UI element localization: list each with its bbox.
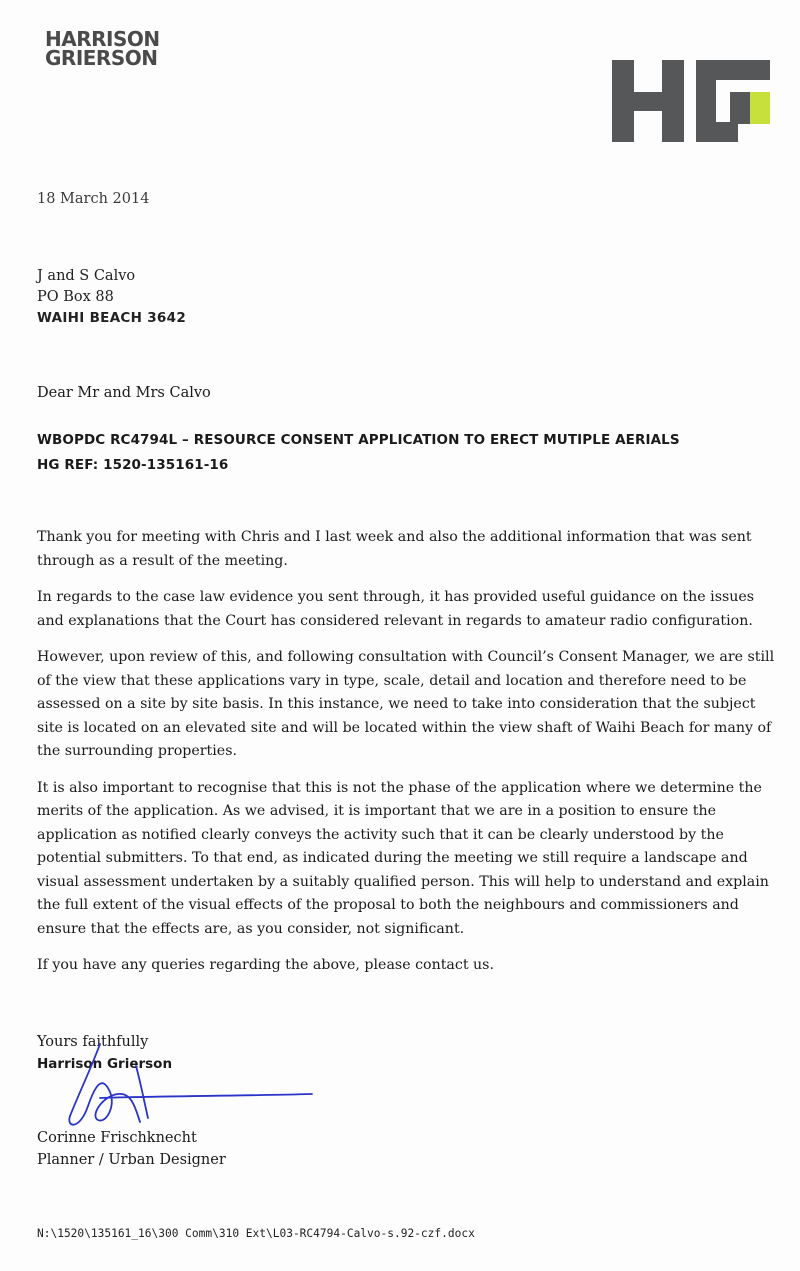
signer-block xyxy=(37,1127,226,1171)
recipient-name: J and S Calvo xyxy=(37,268,136,284)
closing-phrase: Yours faithfully xyxy=(37,1034,149,1050)
subject-line-1: WBOPDC RC4794L – RESOURCE CONSENT APPLICATION TO ERECT MUTIPLE AERIALS xyxy=(37,432,680,448)
company-wordmark xyxy=(45,27,160,70)
logo-h-right-stem xyxy=(662,60,684,142)
recipient-po-box: PO Box 88 xyxy=(37,289,114,305)
letter-date: 18 March 2014 xyxy=(37,191,150,207)
body-paragraph: In regards to the case law evidence you sent through, it has provided useful guidance on the issues and explanations that the Court has considered relevant in regards to amateur radio configuration. xyxy=(37,589,755,629)
signer-name: Corinne Frischknecht xyxy=(37,1130,197,1146)
body-paragraph: If you have any queries regarding the above, please contact us. xyxy=(37,957,494,973)
letter-body xyxy=(37,526,777,991)
firm-name: Harrison Grierson xyxy=(37,1056,173,1072)
wordmark-line-1: HARRISON xyxy=(45,27,160,51)
signer-title: Planner / Urban Designer xyxy=(37,1152,226,1168)
hg-logo-icon xyxy=(610,58,772,144)
body-paragraph: However, upon review of this, and following consultation with Council’s Consent Manager, we are still of the view that these applications vary in type, scale, detail and location and therefore need to be assessed on a site by site basis. In this instance, we need to take into consideration that the subject site is located on an elevated site and will be located within the view shaft of Waihi Beach for many of the surrounding properties. xyxy=(37,649,775,759)
recipient-address xyxy=(37,266,186,329)
document-file-path: N:\1520\135161_16\300 Comm\310 Ext\L03-RC4794-Calvo-s.92-czf.docx xyxy=(37,1227,475,1240)
body-paragraph: Thank you for meeting with Chris and I last week and also the additional information that was sent through as a result of the meeting. xyxy=(37,529,752,569)
logo-g-bar xyxy=(730,92,750,124)
body-paragraph: It is also important to recognise that this is not the phase of the application where we determine the merits of the application. As we advised, it is important that we are in a position to ensure the application as notified clearly conveys the activity such that it can be clearly understood by the potential submitters. To that end, as indicated during the meeting we still require a landscape and visual assessment undertaken by a suitably qualified person. This will help to understand and explain the full extent of the visual effects of the proposal to both the neighbours and commissioners and ensure that the effects are, as you consider, not significant. xyxy=(37,779,769,937)
wordmark-line-2: GRIERSON xyxy=(45,46,158,70)
subject-heading xyxy=(37,428,777,478)
handwritten-signature xyxy=(40,1036,330,1136)
recipient-town: WAIHI BEACH 3642 xyxy=(37,310,187,326)
salutation: Dear Mr and Mrs Calvo xyxy=(37,385,211,401)
subject-line-2: HG REF: 1520-135161-16 xyxy=(37,457,229,473)
